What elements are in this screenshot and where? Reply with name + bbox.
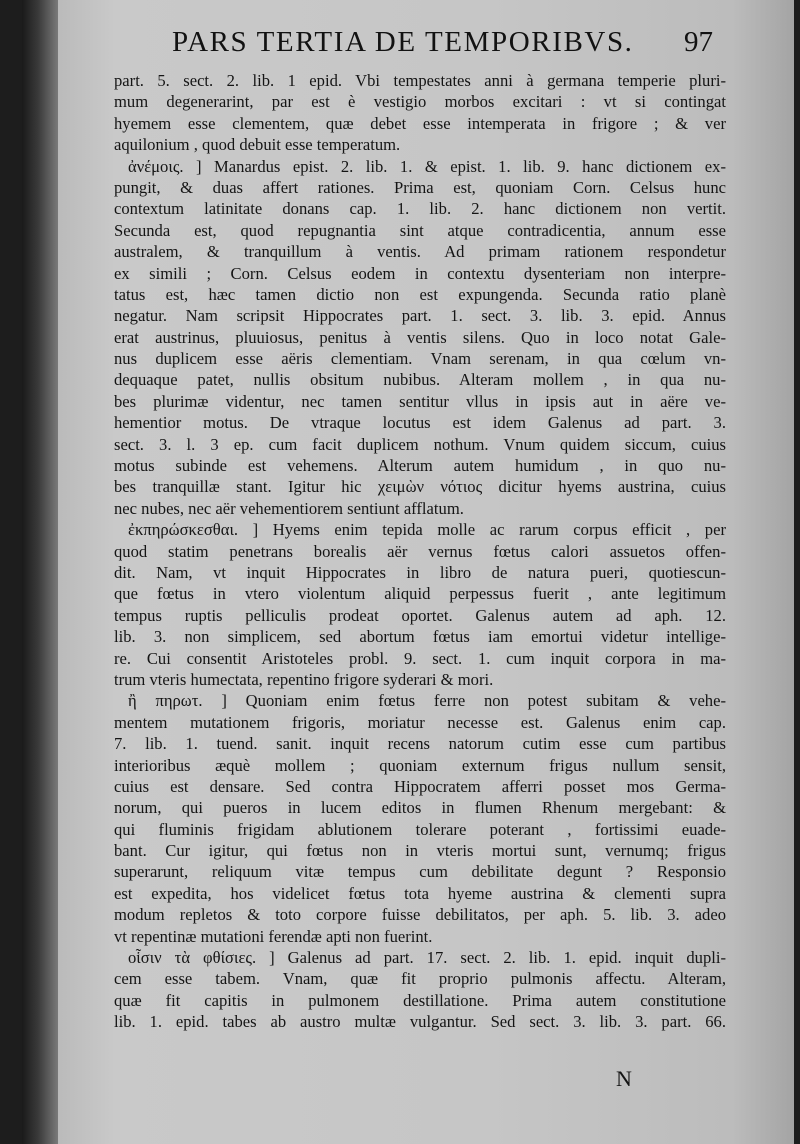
- text-line: tatus est, hæc tamen dictio non est expungenda. Secunda ratio planè: [114, 284, 726, 304]
- text-line: ἀνέμοις. ] Manardus epist. 2. lib. 1. & epist. 1. lib. 9. hanc dictionem ex-: [128, 156, 726, 176]
- text-line: vt repentinæ mutationi ferendæ apti non fuerint.: [114, 926, 433, 946]
- text-line: sect. 3. l. 3 ep. cum facit duplicem nothum. Vnum quidem siccum, cuius: [114, 434, 726, 454]
- text-line: bes plurimæ videntur, nec tamen sentitur vllus in ipsis aut in aëre ve-: [114, 391, 726, 411]
- text-line: lib. 1. epid. tabes ab austro multæ vulgantur. Sed sect. 3. lib. 3. part. 66.: [114, 1012, 726, 1032]
- text-line: lib. 3. non simplicem, sed abortum fœtus iam emortui videtur intellige-: [114, 627, 726, 647]
- text-line: re. Cui consentit Aristoteles probl. 9. sect. 1. cum inquit corpora in ma-: [114, 648, 726, 668]
- text-line: hyemem esse clementem, quæ debet esse intemperata in frigore ; & ver: [114, 113, 726, 133]
- text-line: part. 5. sect. 2. lib. 1 epid. Vbi tempestates anni à germana temperie pluri-: [114, 71, 726, 90]
- text-line: nus duplicem esse aëris clementiam. Vnam serenam, in qua cœlum vn-: [114, 349, 726, 369]
- text-line: aquilonium , quod debuit esse temperatum.: [114, 135, 401, 155]
- page-body: [114, 70, 726, 1033]
- text-line: mentem mutationem frigoris, moriatur necesse est. Galenus enim cap.: [114, 712, 726, 732]
- text-line: hementior motus. De vtraque locutus est idem Galenus ad part. 3.: [114, 413, 726, 433]
- text-line: mum degenerarint, par est è vestigio morbos excitari : vt si contingat: [114, 92, 726, 112]
- text-line: cem esse tabem. Vnam, quæ fit proprio pulmonis affectu. Alteram,: [114, 969, 726, 989]
- text-line: erat austrinus, pluuiosus, penitus à ventis silens. Quo in loco notat Gale-: [114, 327, 726, 347]
- text-line: motus subinde est vehemens. Alterum autem humidum , in quo nu-: [114, 456, 726, 476]
- text-line: tempus ruptis pelliculis prodeat oportet. Galenus autem ad aph. 12.: [114, 605, 726, 625]
- text-line: trum vteris humectata, repentino frigore syderari & mori.: [114, 669, 494, 689]
- text-line: superarunt, reliquum vitæ tempus cum debilitate degunt ? Responsio: [114, 862, 726, 882]
- text-line: quæ fit capitis in pulmonem destillatione. Prima autem constitutione: [114, 990, 726, 1010]
- text-line: modum repletos & toto corpore fuisse debilitatos, per aph. 5. lib. 3. adeo: [114, 905, 726, 925]
- binding-gutter: [22, 0, 58, 1144]
- text-line: bant. Cur igitur, qui fœtus non in vteris mortui sunt, vernumq; frigus: [114, 841, 726, 861]
- text-line: dit. Nam, vt inquit Hippocrates in libro de natura pueri, quotiescun-: [114, 562, 726, 582]
- text-line: οἷσιν τὰ φθίσιες. ] Galenus ad part. 17. sect. 2. lib. 1. epid. inquit dupli-: [128, 948, 726, 968]
- text-line: 7. lib. 1. tuend. sanit. inquit recens natorum cutim esse cum partibus: [114, 734, 726, 754]
- text-line: bes tranquillæ stant. Igitur hic χειμὼν νότιος dicitur hyems austrina, cuius: [114, 477, 726, 497]
- text-line: norum, qui pueros in lucem editos in flumen Rhenum mergebant: &: [114, 798, 726, 818]
- text-line: pungit, & duas affert rationes. Prima est, quoniam Corn. Celsus hunc: [114, 177, 726, 197]
- signature-mark: N: [616, 1066, 632, 1091]
- text-line: interioribus æquè mollem ; quoniam externum frigus nullum sensit,: [114, 755, 726, 775]
- text-line: australem, & tranquillum à ventis. Ad primam rationem respondetur: [114, 242, 726, 262]
- text-line: ἢ πηρωτ. ] Quoniam enim fœtus ferre non potest subitam & vehe-: [128, 691, 726, 711]
- text-line: cuius est densare. Sed contra Hippocratem afferri posset mos Germa-: [114, 776, 726, 796]
- text-line: ex simili ; Corn. Celsus eodem in contextu dysenteriam non interpre-: [114, 263, 726, 283]
- book-page: [22, 0, 794, 1144]
- page-number: 97: [684, 26, 713, 58]
- text-line: est expedita, hos videlicet fœtus tota hyeme austrina & clementi supra: [114, 883, 726, 903]
- text-line: negatur. Nam scripsit Hippocrates part. 1. sect. 3. lib. 3. epid. Annus: [114, 306, 726, 326]
- text-line: ἐκπηρώσκεσθαι. ] Hyems enim tepida molle ac rarum corpus efficit , per: [128, 520, 726, 540]
- running-title: PARS TERTIA DE TEMPORIBVS.: [172, 26, 634, 58]
- text-line: quod statim penetrans borealis aër vernus fœtus calori assuetos offen-: [114, 541, 726, 561]
- text-line: Secunda est, quod repugnantia sint atque contradicentia, annum esse: [114, 220, 726, 240]
- text-line: dequaque patet, nullis obsitum nubibus. Alteram mollem , in qua nu-: [114, 370, 726, 390]
- text-line: que fœtus in vtero violentum aliquid perpessus fuerit , ante legitimum: [114, 584, 726, 604]
- text-line: contextum latinitate donans cap. 1. lib. 2. hanc dictionem non vertit.: [114, 199, 726, 219]
- text-line: qui fluminis frigidam ablutionem tolerare poterant , fortissimi euade-: [114, 819, 726, 839]
- text-line: nec nubes, nec aër vehementiorem sentiunt afflatum.: [114, 498, 464, 518]
